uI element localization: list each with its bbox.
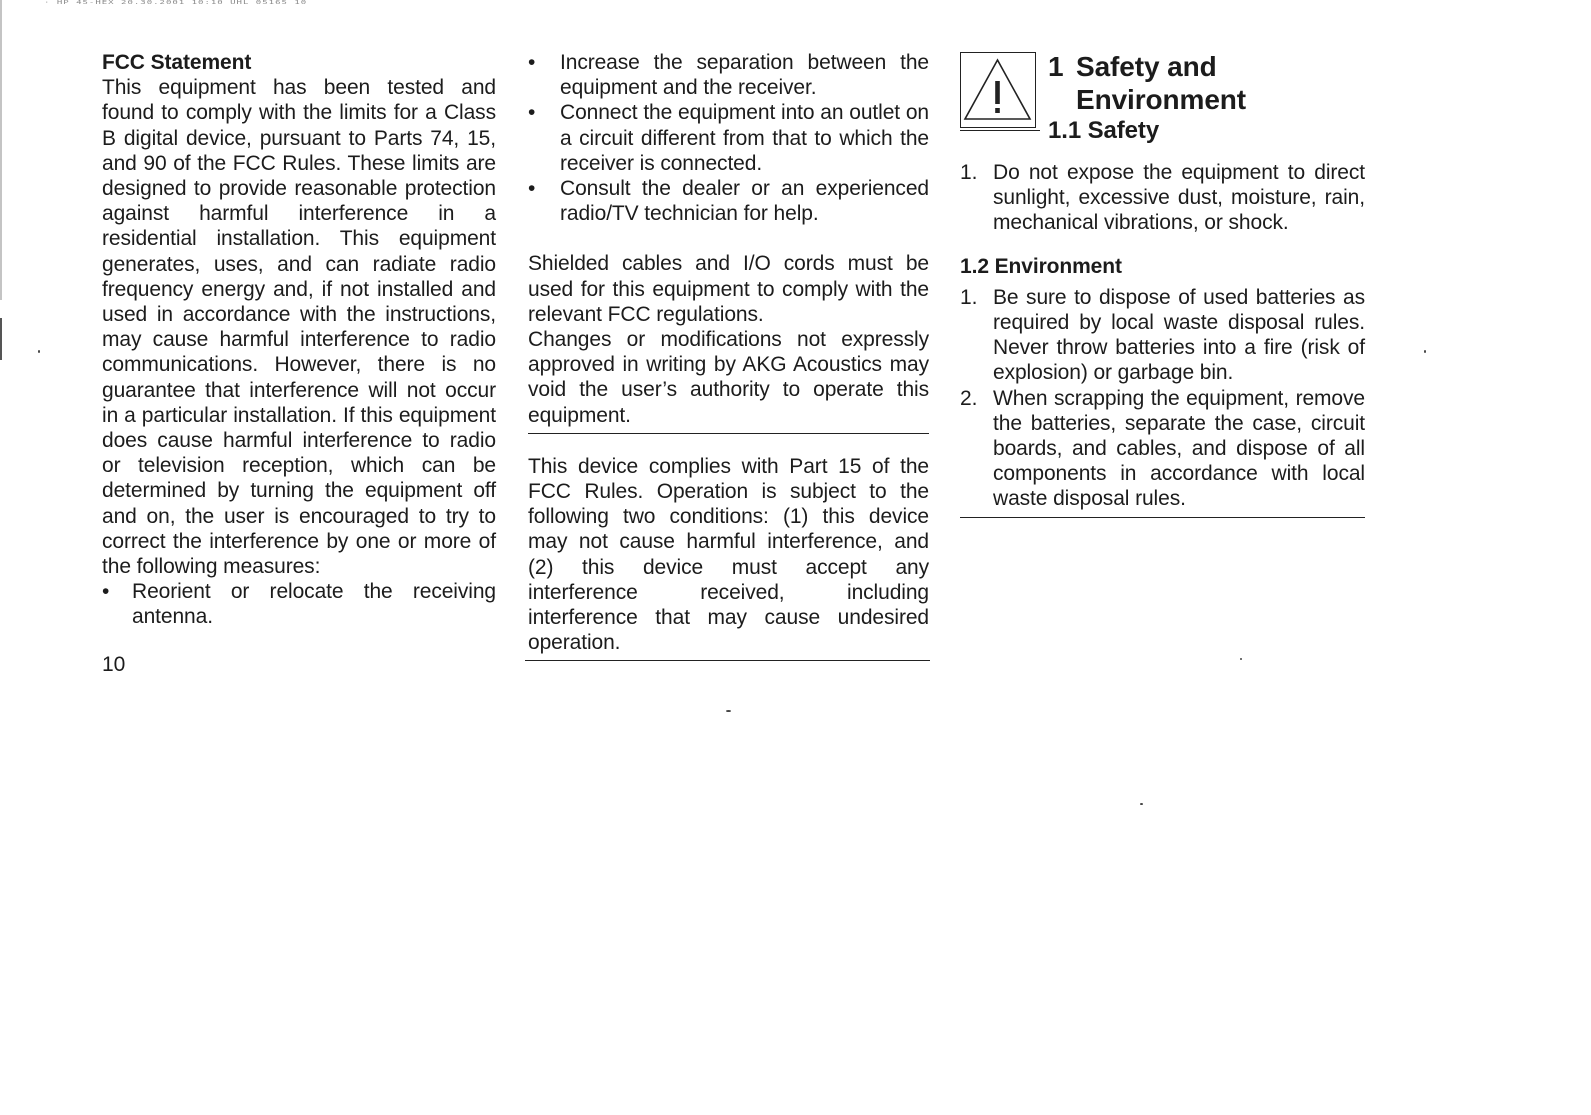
measure-item: • Increase the separation between the equipment and the receiver.: [528, 50, 929, 100]
section-divider: [528, 433, 929, 434]
environment-item: [960, 386, 1365, 512]
safety-heading: 1.1 Safety: [1048, 117, 1160, 144]
safety-column: [960, 50, 1365, 518]
scan-speck: [1240, 658, 1242, 660]
environment-item: [960, 285, 1365, 386]
section-divider: [525, 660, 930, 661]
modifications-paragraph: Changes or modifications not expressly approved in writing by AKG Acoustics may void the user’s authority to operate this equipment.: [528, 328, 929, 427]
fcc-statement-column: [102, 50, 496, 630]
item-number: 1.: [960, 285, 978, 309]
fcc-statement-body: This equipment has been tested and found to comply with the limits for a Class B digital device, pursuant to Parts 74, 15, and 90 of the FCC Rules. These limits are designed to provide reasonable protection against harmful interference in a residential installation. This equipment generates, uses, and can radiate radio frequency energy and, if not installed and used in accordance with the instructions, may cause harmful interference to radio communications. However, there is no guarantee that interference will not occur in a particular installation. If this equipment does cause harmful interference to radio or television reception, which can be determined by turning the equipment off and on, the user is encouraged to try to correct the interference by one or more of the following measures:: [102, 76, 496, 579]
scan-edge-mark: [0, 318, 2, 360]
safety-item: [960, 160, 1365, 236]
scan-speck: [1424, 350, 1426, 353]
measure-item: • Reorient or relocate the receiving antenna.: [102, 579, 496, 629]
fcc-continued-column: [528, 50, 929, 661]
environment-list: [960, 285, 1365, 512]
item-text: Be sure to dispose of used batteries as required by local waste disposal rules. Never throw batteries into a fire (risk of explosion) or garbage bin.: [993, 285, 1365, 385]
item-text: When scrapping the equipment, remove the batteries, separate the case, circuit boards, and cables, and dispose of all components in accordance with local waste disposal rules.: [993, 386, 1365, 511]
warning-triangle-icon: [960, 52, 1036, 128]
section-title-line1: Safety and: [1076, 51, 1217, 82]
section-number: 1: [1048, 51, 1064, 82]
section-heading: [960, 50, 1365, 160]
section-title: [1048, 50, 1246, 116]
scan-speck: [726, 710, 731, 712]
scan-speck: [38, 350, 40, 353]
scan-edge-mark: [0, 0, 2, 300]
shielded-cables-paragraph: Shielded cables and I/O cords must be used for this equipment to comply with the relevant FCC regulations.: [528, 252, 929, 326]
environment-heading: 1.2 Environment: [960, 254, 1122, 278]
part15-paragraph: This device complies with Part 15 of the FCC Rules. Operation is subject to the following two conditions: (1) this device may not cause harmful interference, and (2) this device must accept any interference received, including interference that may cause undesired operation.: [528, 454, 929, 655]
section-title-line2: Environment: [1076, 84, 1247, 115]
measures-list-continued: [528, 50, 929, 226]
measures-list: [102, 579, 496, 629]
item-number: 1.: [960, 161, 978, 184]
heading-underline: [960, 130, 1040, 131]
fcc-statement-title: FCC Statement: [102, 51, 252, 74]
scan-speck: [1140, 803, 1143, 805]
fax-header: · HP 45-HEX 20.30.2001 10:10 UHL 05165 10: [44, 0, 308, 6]
safety-list: [960, 160, 1365, 236]
section-divider: [960, 517, 1365, 518]
item-number: 2.: [960, 386, 978, 410]
measure-item: • Connect the equipment into an outlet on a circuit different from that to which the receiver is connected.: [528, 100, 929, 176]
item-text: Do not expose the equipment to direct sunlight, excessive dust, moisture, rain, mechanical vibrations, or shock.: [993, 161, 1365, 235]
measure-item: • Consult the dealer or an experienced radio/TV technician for help.: [528, 176, 929, 226]
page-number: 10: [102, 653, 126, 676]
